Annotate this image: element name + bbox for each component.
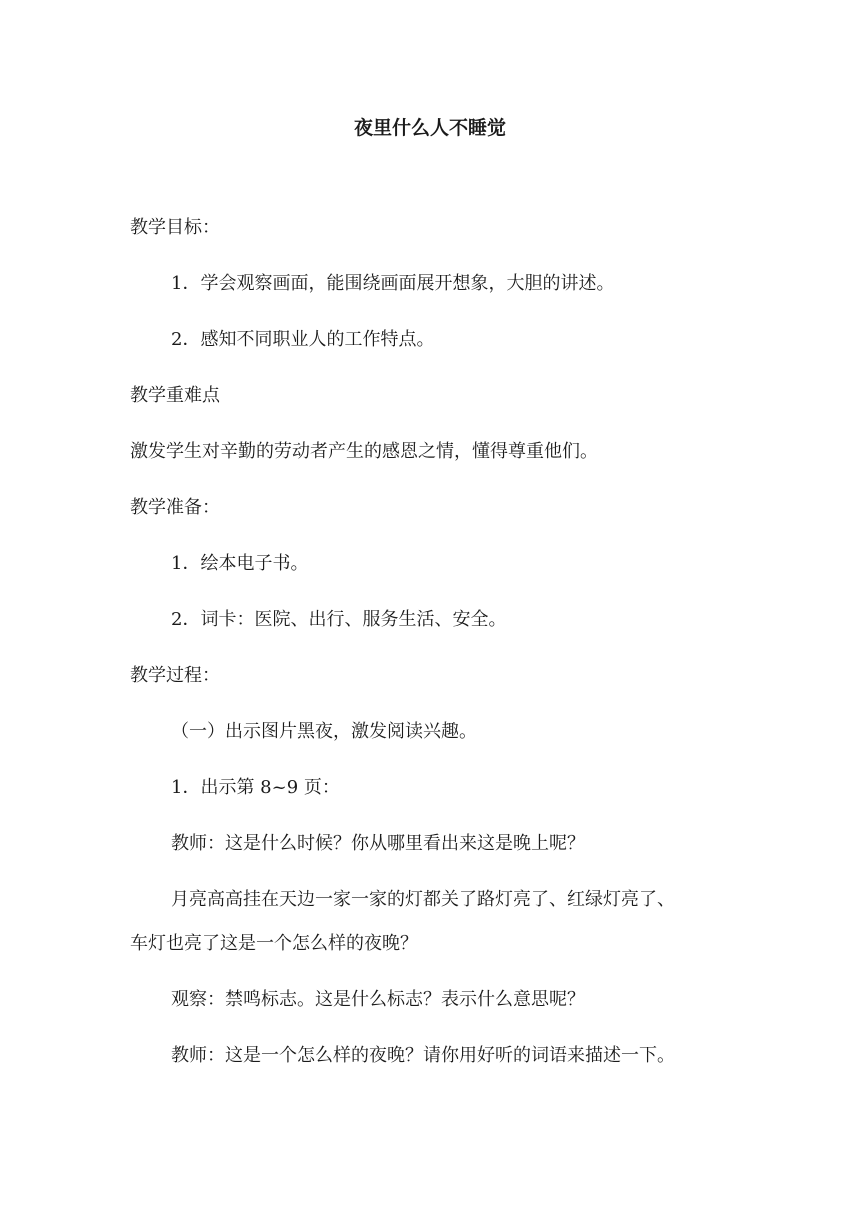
teacher-question-2: 教师：这是一个怎么样的夜晚？请你用好听的词语来描述一下。 xyxy=(171,1045,675,1066)
paragraph-moon-line-2: 车灯也亮了这是一个怎么样的夜晚？ xyxy=(130,933,418,954)
document-title: 夜里什么人不睡觉 xyxy=(353,117,506,139)
objective-item-2: 2．感知不同职业人的工作特点。 xyxy=(171,329,435,350)
key-points-text: 激发学生对辛勤的劳动者产生的感恩之情，懂得尊重他们。 xyxy=(130,441,598,462)
paragraph-moon-line-1: 月亮高高挂在天边一家一家的灯都关了路灯亮了、红绿灯亮了、 xyxy=(171,889,675,910)
section-heading-objectives: 教学目标： xyxy=(130,217,220,238)
objective-item-1: 1．学会观察画面，能围绕画面展开想象，大胆的讲述。 xyxy=(171,273,615,294)
preparation-item-2: 2．词卡：医院、出行、服务生活、安全。 xyxy=(171,609,507,630)
process-subheading-1: （一）出示图片黑夜，激发阅读兴趣。 xyxy=(171,721,477,742)
section-heading-process: 教学过程： xyxy=(130,665,220,686)
observation-text: 观察：禁鸣标志。这是什么标志？表示什么意思呢？ xyxy=(171,989,585,1010)
teacher-question-1: 教师：这是什么时候？你从哪里看出来这是晚上呢？ xyxy=(171,833,585,854)
preparation-item-1: 1．绘本电子书。 xyxy=(171,553,309,574)
section-heading-preparation: 教学准备： xyxy=(130,497,220,518)
section-heading-key-points: 教学重难点 xyxy=(130,385,220,406)
process-step-1: 1．出示第 8~9 页： xyxy=(171,777,340,798)
